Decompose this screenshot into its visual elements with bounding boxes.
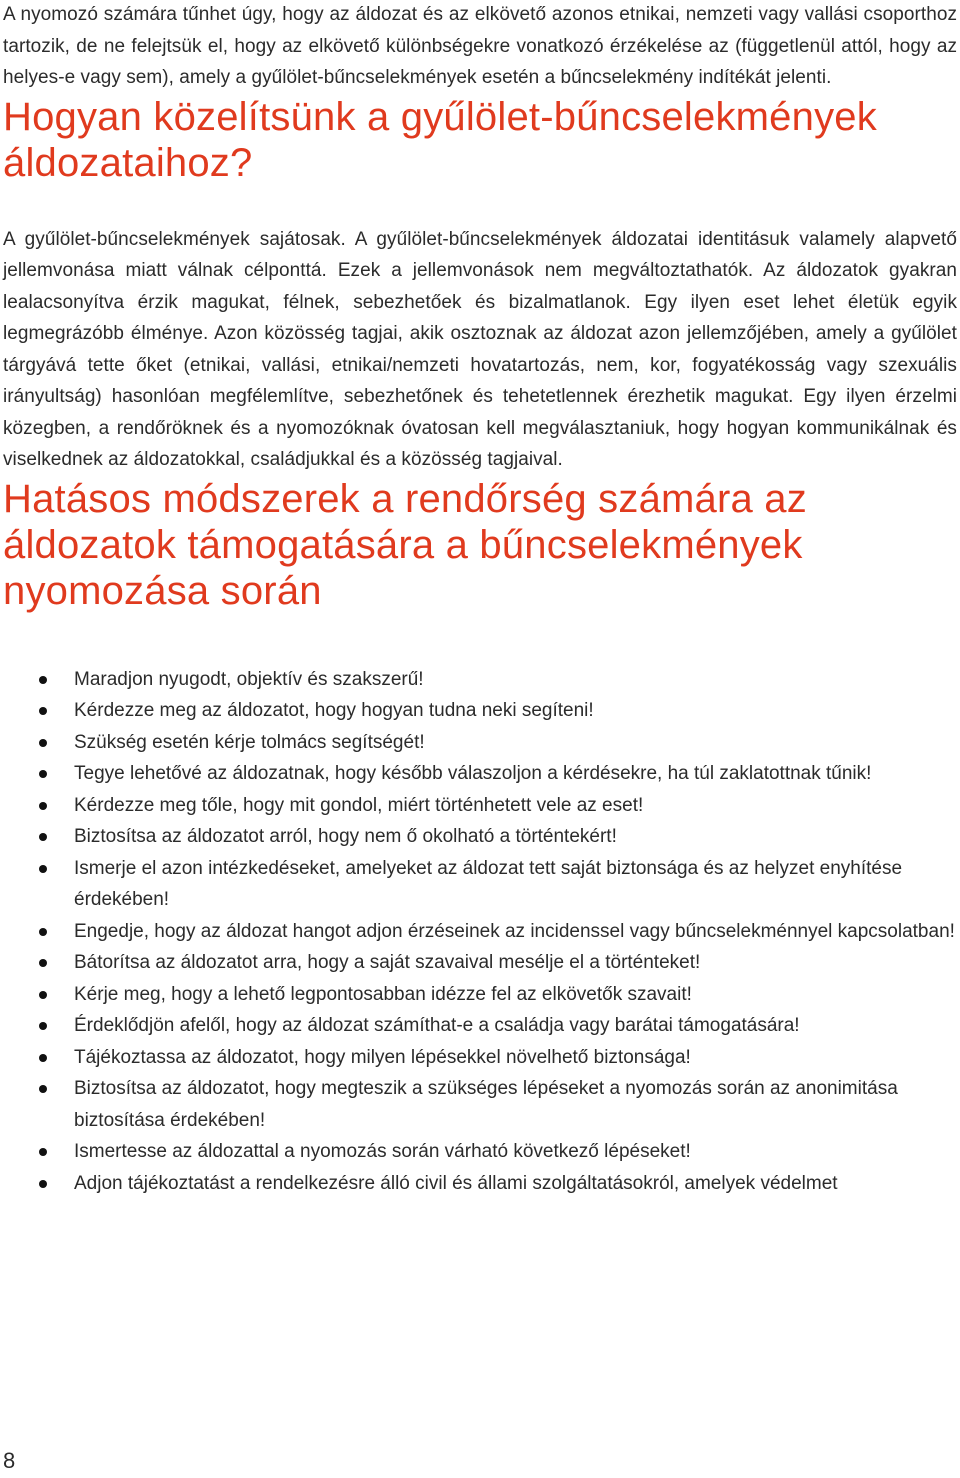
bullet-icon: [39, 676, 47, 684]
list-item-text: Kérdezze meg az áldozatot, hogy hogyan tudna neki segíteni!: [74, 700, 594, 721]
page-number: 8: [3, 1448, 16, 1473]
bullet-icon: [39, 959, 47, 967]
bullet-icon: [39, 1085, 47, 1093]
list-item: [3, 1010, 957, 1042]
list-item: [3, 1073, 957, 1136]
list-item-text: Ismerje el azon intézkedéseket, amelyeket az áldozat tett saját biztonsága és az helyzet enyhítése érdekében!: [74, 857, 903, 910]
list-item: [3, 1168, 957, 1200]
methods-bullet-list: [3, 664, 957, 1200]
list-item-text: Biztosítsa az áldozatot, hogy megteszik a szükséges lépéseket a nyomozás során az anonimitása biztosítása érdekében!: [74, 1078, 898, 1131]
list-item-text: Engedje, hogy az áldozat hangot adjon érzéseinek az incidenssel vagy bűncselekménnyel kapcsolatban!: [74, 920, 955, 942]
bullet-icon: [39, 707, 47, 715]
list-item-text: Tegye lehetővé az áldozatnak, hogy később válaszoljon a kérdésekre, ha túl zaklatottnak tűnik!: [74, 763, 872, 784]
list-item: [3, 916, 957, 948]
list-item-text: Bátorítsa az áldozatot arra, hogy a saját szavaival mesélje el a történteket!: [74, 952, 701, 973]
document-page: [3, 0, 957, 1199]
bullet-icon: [39, 1054, 47, 1062]
bullet-icon: [39, 991, 47, 999]
bullet-icon: [39, 865, 47, 873]
bullet-icon: [39, 1180, 47, 1188]
list-item: [3, 979, 957, 1011]
bullet-icon: [39, 802, 47, 810]
bullet-icon: [39, 770, 47, 778]
section-title-approach: Hogyan közelítsünk a gyűlölet-bűncselekmények áldozataihoz?: [3, 94, 877, 185]
list-item: [3, 947, 957, 979]
list-item: [3, 695, 957, 727]
list-item: [3, 1042, 957, 1074]
list-item: [3, 1136, 957, 1168]
list-item: [3, 821, 957, 853]
list-item-text: Maradjon nyugodt, objektív és szakszerű!: [74, 668, 424, 690]
bullet-icon: [39, 1148, 47, 1156]
list-item: [3, 790, 957, 822]
section-title-methods: Hatásos módszerek a rendőrség számára az áldozatok támogatására a bűncselekmények nyomozása során: [3, 476, 807, 613]
list-item: [3, 758, 957, 790]
list-item-text: Ismertesse az áldozattal a nyomozás során várható következő lépéseket!: [74, 1141, 691, 1162]
bullet-icon: [39, 1022, 47, 1030]
list-item: [3, 853, 957, 916]
list-item-text: Szükség esetén kérje tolmács segítségét!: [74, 731, 425, 753]
intro-paragraph: A nyomozó számára tűnhet úgy, hogy az áldozat és az elkövető azonos etnikai, nemzeti vagy vallási csoporthoz tartozik, de ne felejtsük el, hogy az elkövető különbségekre vonatkozó érzékelése az (függetlenül attól, hogy az helyes-e vagy sem), amely a gyűlölet-bűncselekmények esetén a bűncselekmény indítékát jelenti.: [3, 4, 957, 88]
list-item: [3, 664, 957, 696]
bullet-icon: [39, 833, 47, 841]
bullet-icon: [39, 739, 47, 747]
section-paragraph-approach: A gyűlölet-bűncselekmények sajátosak. A gyűlölet-bűncselekmények áldozatai identitásuk valamely alapvető jellemvonása miatt válnak célponttá. Ezek a jellemvonások nem megváltoztathatók. Az áldozatok gyakran lealacsonyítva érzik magukat, félnek, sebezhetőek és bizalmatlanok. Egy ilyen eset lehet életük egyik legmegrázóbb élménye. Azon közösség tagjai, akik osztoznak az áldozat azon jellemzőjében, amely a gyűlölet tárgyává tette őket (etnikai, vallási, etnikai/nemzeti hovatartozás, nem, kor, fogyatékosság vagy szexuális irányultság) hasonlóan megfélemlítve, sebezhetőnek és tehetetlennek érezhetik magukat. Egy ilyen érzelmi közegben, a rendőröknek és a nyomozóknak óvatosan kell megválasztaniuk, hogy hogyan kommunikálnak és viselkednek az áldozatokkal, családjukkal és a közösség tagjaival.: [3, 228, 957, 470]
list-item: [3, 727, 957, 759]
list-item-text: Adjon tájékoztatást a rendelkezésre álló civil és állami szolgáltatásokról, amelyek védelmet: [74, 1172, 838, 1194]
bullet-icon: [39, 928, 47, 936]
list-item-text: Biztosítsa az áldozatot arról, hogy nem ő okolható a történtekért!: [74, 826, 617, 847]
list-item-text: Kérdezze meg tőle, hogy mit gondol, miért történhetett vele az eset!: [74, 794, 644, 816]
list-item-text: Tájékoztassa az áldozatot, hogy milyen lépésekkel növelhető biztonsága!: [74, 1046, 691, 1068]
list-item-text: Kérje meg, hogy a lehető legpontosabban idézze fel az elkövetők szavait!: [74, 983, 692, 1005]
list-item-text: Érdeklődjön afelől, hogy az áldozat számíthat-e a családja vagy barátai támogatására!: [74, 1015, 800, 1036]
